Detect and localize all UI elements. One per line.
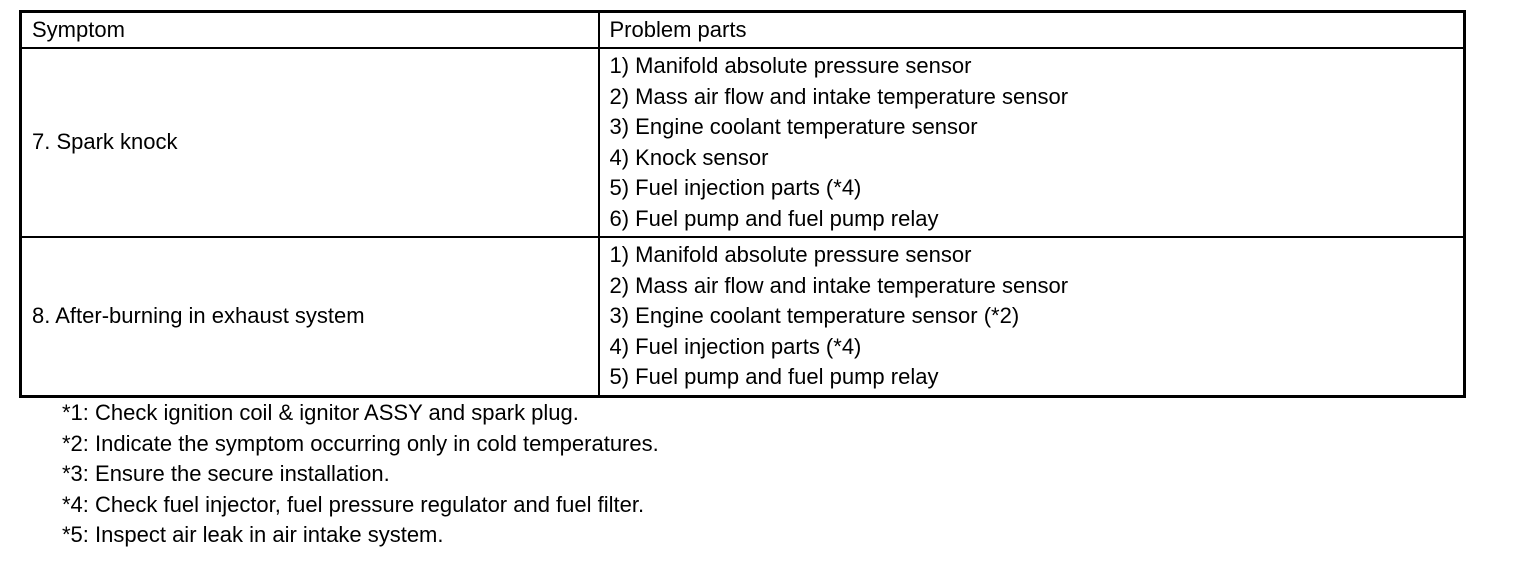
list-item: 3) Engine coolant temperature sensor (*2) xyxy=(609,303,1020,328)
list-item: 2) Mass air flow and intake temperature sensor xyxy=(609,272,1069,298)
list-item: 5) Fuel injection parts (*4) xyxy=(609,175,862,200)
problem-parts-cell xyxy=(599,48,1465,237)
list-item: 5) Fuel pump and fuel pump relay xyxy=(609,364,939,389)
list-item: 3) Engine coolant temperature sensor xyxy=(609,114,978,139)
footnote: *4: Check fuel injector, fuel pressure regulator and fuel filter. xyxy=(62,491,645,517)
problem-parts-cell xyxy=(599,237,1465,396)
list-item: 4) Fuel injection parts (*4) xyxy=(609,333,862,359)
list-item: 2) Mass air flow and intake temperature sensor xyxy=(609,83,1069,109)
problem-parts-column-header: Problem parts xyxy=(599,12,1465,49)
problem-parts-list xyxy=(610,238,1464,395)
table-header-row xyxy=(21,12,1465,49)
list-item: 6) Fuel pump and fuel pump relay xyxy=(609,205,939,231)
footnote: *2: Indicate the symptom occurring only in cold temperatures. xyxy=(62,430,659,456)
table-row xyxy=(21,237,1465,396)
footnote: *1: Check ignition coil & ignitor ASSY and spark plug. xyxy=(62,400,579,425)
footnote: *5: Inspect air leak in air intake system. xyxy=(62,522,444,547)
symptom-column-header: Symptom xyxy=(21,12,599,49)
footnote: *3: Ensure the secure installation. xyxy=(62,461,390,486)
table-row xyxy=(21,48,1465,237)
symptom-cell: 8. After-burning in exhaust system xyxy=(21,237,599,396)
list-item: 1) Manifold absolute pressure sensor xyxy=(609,242,972,267)
list-item: 4) Knock sensor xyxy=(609,144,769,170)
diagnosis-table xyxy=(19,10,1466,398)
problem-parts-list xyxy=(610,49,1464,236)
symptom-cell: 7. Spark knock xyxy=(21,48,599,237)
list-item: 1) Manifold absolute pressure sensor xyxy=(609,53,972,78)
footnotes xyxy=(62,398,659,551)
